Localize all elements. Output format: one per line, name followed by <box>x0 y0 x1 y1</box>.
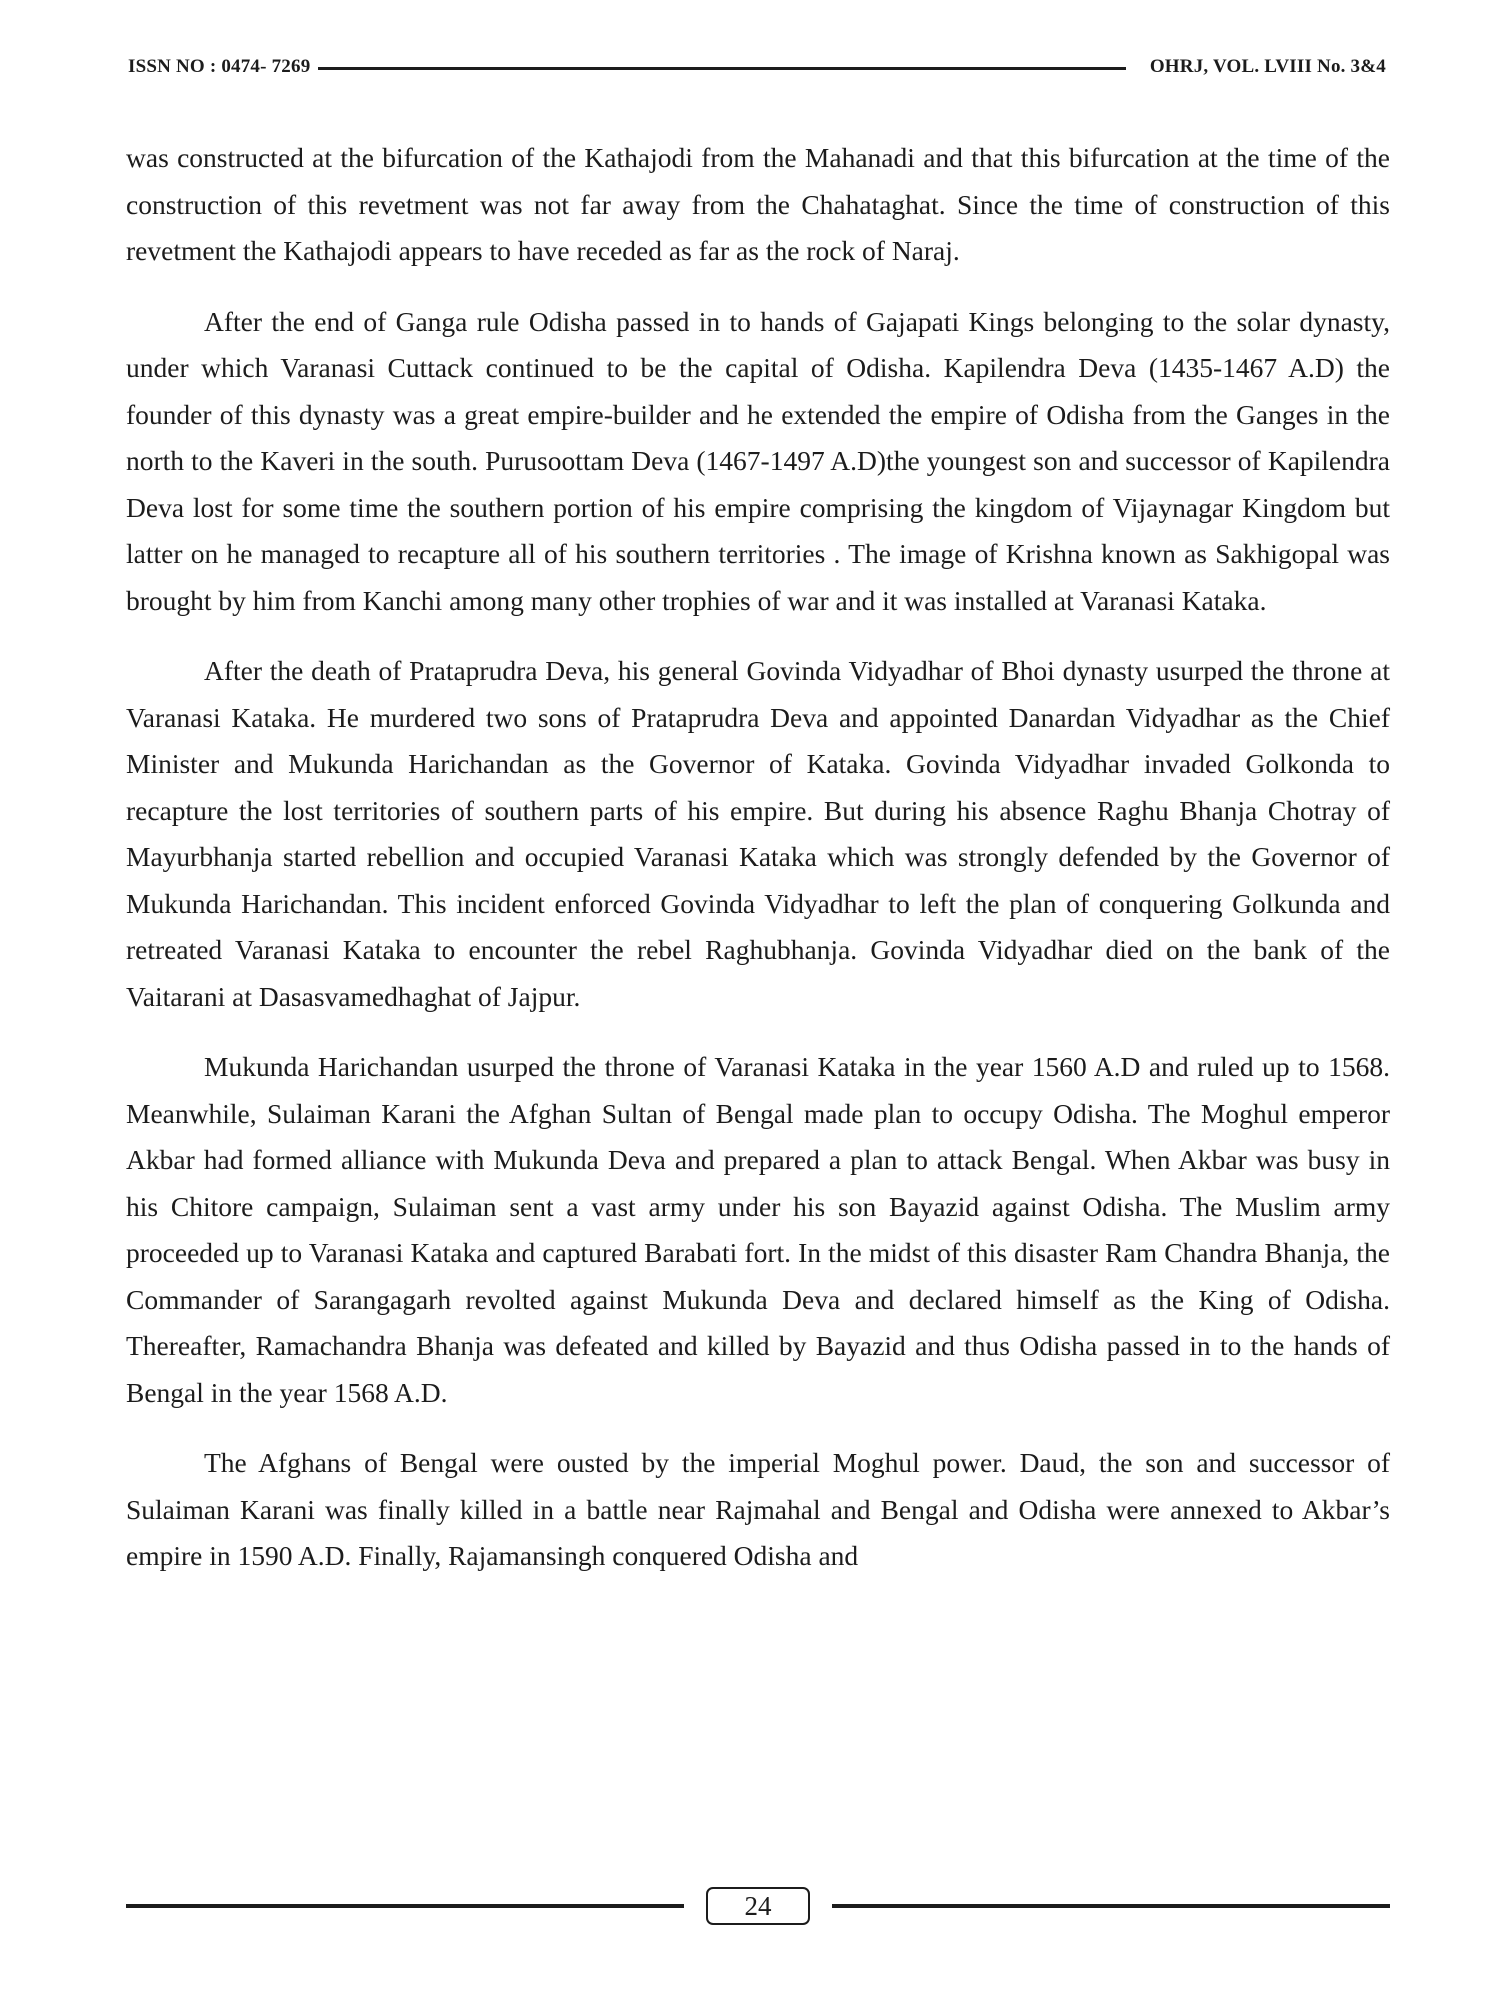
page-header <box>128 52 1386 82</box>
paragraph-gajapati: After the end of Ganga rule Odisha passed in to hands of Gajapati Kings belonging to the solar dynasty, under which Varanasi Cuttack continued to be the capital of Odisha. Kapilendra Deva (1435-1467 A.D) the founder of this dynasty was a great empire-builder and he extended the empire of Odisha from the Ganges in the north to the Kaveri in the south. Purusoottam Deva (1467-1497 A.D)the youngest son and successor of Kapilendra Deva lost for some time the southern portion of his empire comprising the kingdom of Vijaynagar Kingdom but latter on he managed to recapture all of his southern territories . The image of Krishna known as Sakhigopal was brought by him from Kanchi among many other trophies of war and it was installed at Varanasi Kataka. <box>126 305 1390 616</box>
paragraph-bhoi-dynasty: After the death of Prataprudra Deva, his general Govinda Vidyadhar of Bhoi dynasty usurped the throne at Varanasi Kataka. He murdered two sons of Prataprudra Deva and appointed Danardan Vidyadhar as the Chief Minister and Mukunda Harichandan as the Governor of Kataka. Govinda Vidyadhar invaded Golkonda to recapture the lost territories of southern parts of his empire. But during his absence Raghu Bhanja Chotray of Mayurbhanja started rebellion and occupied Varanasi Kataka which was strongly defended by the Governor of Mukunda Harichandan. This incident enforced Govinda Vidyadhar to left the plan of conquering Golkunda and retreated Varanasi Kataka to encounter the rebel Raghubhanja. Govinda Vidyadhar died on the bank of the Vaitarani at Dasasvamedhaghat of Jajpur. <box>126 655 1390 1012</box>
page-number: 24 <box>706 1887 810 1925</box>
footer-rule-right <box>832 1904 1390 1908</box>
article-body <box>126 135 1390 1604</box>
page-footer <box>126 1883 1390 1929</box>
journal-volume: OHRJ, VOL. LVIII No. 3&4 <box>1149 56 1386 77</box>
paragraph-mukunda-harichandan: Mukunda Harichandan usurped the throne of Varanasi Kataka in the year 1560 A.D and ruled up to 1568. Meanwhile, Sulaiman Karani the Afghan Sultan of Bengal made plan to occupy Odisha. The Moghul emperor Akbar had formed alliance with Mukunda Deva and prepared a plan to attack Bengal. When Akbar was busy in his Chitore campaign, Sulaiman sent a vast army under his son Bayazid against Odisha. The Muslim army proceeded up to Varanasi Kataka and captured Barabati fort. In the midst of this disaster Ram Chandra Bhanja, the Commander of Sarangagarh revolted against Mukunda Deva and declared himself as the King of Odisha. Thereafter, Ramachandra Bhanja was defeated and killed by Bayazid and thus Odisha passed in to the hands of Bengal in the year 1568 A.D. <box>126 1051 1390 1408</box>
header-rule <box>318 67 1125 70</box>
footer-rule-left <box>126 1904 684 1908</box>
issn-number: ISSN NO : 0474- 7269 <box>128 56 311 77</box>
paragraph-continued: was constructed at the bifurcation of the Kathajodi from the Mahanadi and that this bifurcation at the time of the construction of this revetment was not far away from the Chahataghat. Since the time of construction of this revetment the Kathajodi appears to have receded as far as the rock of Naraj. <box>126 142 1390 266</box>
paragraph-afghans: The Afghans of Bengal were ousted by the imperial Moghul power. Daud, the son and successor of Sulaiman Karani was finally killed in a battle near Rajmahal and Bengal and Odisha were annexed to Akbar’s empire in 1590 A.D. Finally, Rajamansingh conquered Odisha and <box>126 1447 1390 1571</box>
